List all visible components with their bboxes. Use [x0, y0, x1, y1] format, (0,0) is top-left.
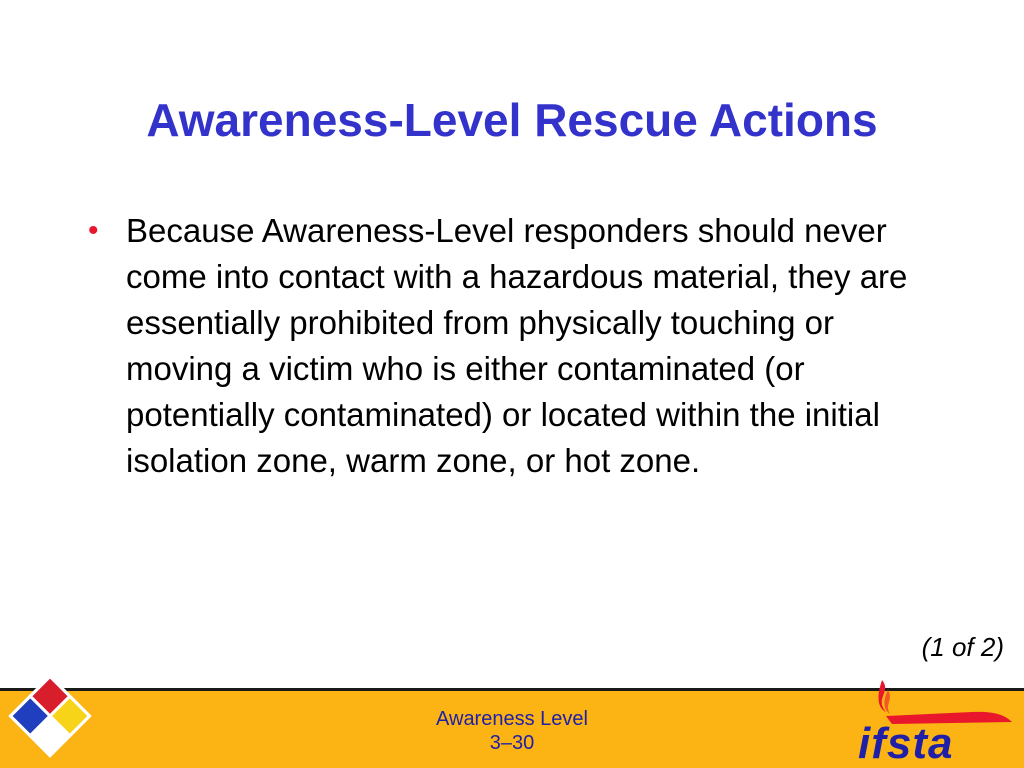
footer-section: Awareness Level: [436, 708, 588, 730]
footer-slide-number: 3–30: [489, 732, 535, 754]
hazard-diamond-icon: [8, 674, 92, 758]
ifsta-wordmark: ifsta: [858, 719, 954, 764]
bullet-marker: •: [88, 214, 99, 247]
bullet-item: [88, 208, 928, 484]
bullet-text: Because Awareness-Level responders should never come into contact with a hazardous material, they are essentially prohibited from physically touching or moving a victim who is either contaminated (or potentially contaminated) or located within the initial isolation zone, warm zone, or hot zone.: [126, 212, 908, 479]
ifsta-logo: [852, 672, 1020, 764]
footer-label: [362, 707, 662, 755]
slide-title: Awareness-Level Rescue Actions: [146, 94, 878, 146]
flame-icon: [879, 680, 886, 712]
page-indicator: (1 of 2): [921, 632, 1004, 662]
bullet-list: [88, 208, 928, 484]
